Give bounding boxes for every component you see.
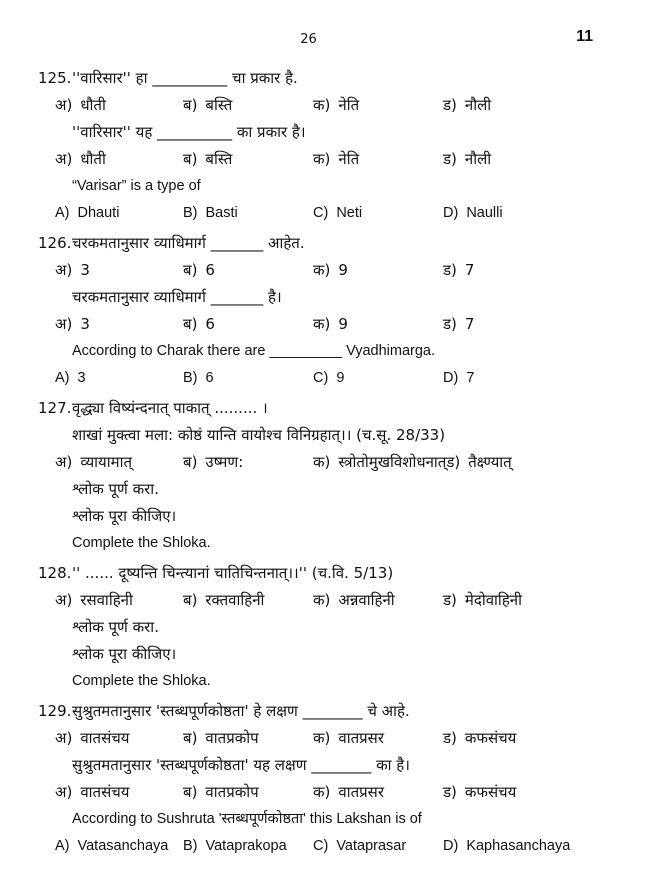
option-cell — [443, 587, 522, 614]
question-text-line — [38, 65, 641, 92]
option-cell — [183, 200, 313, 227]
question-text-line — [72, 668, 641, 695]
option-cell — [183, 833, 313, 860]
option-text: Vatasanchaya — [77, 838, 169, 854]
option-text: Vataprakopa — [205, 838, 287, 854]
line-text: चरकमतानुसार व्याधिमार्ग _______ है। — [72, 288, 282, 306]
option-cell — [443, 365, 474, 392]
option-label: D) — [443, 370, 459, 386]
option-cell — [55, 200, 183, 227]
option-label: क) — [313, 729, 331, 747]
option-text: Dhauti — [77, 205, 120, 221]
question-block — [38, 230, 641, 392]
paper-number: 11 — [576, 28, 593, 45]
option-cell — [183, 779, 313, 806]
option-label: B) — [183, 370, 198, 386]
option-text: वातसंचय — [80, 783, 130, 801]
option-label: ड) — [443, 591, 457, 609]
line-text: According to Sushruta 'स्तब्धपूर्णकोष्ठता' this Lakshan is of — [72, 811, 422, 827]
option-cell — [55, 587, 183, 614]
option-cell — [313, 200, 443, 227]
option-label: ब) — [183, 591, 198, 609]
line-text: श्लोक पूरा कीजिए। — [72, 645, 177, 663]
option-cell — [183, 725, 313, 752]
option-text: 3 — [80, 261, 90, 279]
option-label: अ) — [55, 315, 73, 333]
option-label: C) — [313, 370, 329, 386]
question-text-line — [38, 395, 641, 422]
line-text: Complete the Shloka. — [72, 535, 211, 551]
question-block — [38, 698, 641, 860]
option-row — [55, 200, 641, 227]
option-text: Kaphasanchaya — [466, 838, 571, 854]
option-text: कफसंचय — [464, 783, 517, 801]
option-cell — [183, 92, 313, 119]
question-text-line — [38, 230, 641, 257]
option-row — [55, 146, 641, 173]
line-text: ''वारिसार'' हा __________ चा प्रकार है. — [72, 69, 298, 87]
option-text: नेति — [338, 150, 360, 168]
option-text: नौली — [464, 96, 492, 114]
option-text: अन्नवाहिनी — [338, 591, 395, 609]
questions — [0, 54, 661, 860]
option-text: 6 — [205, 261, 215, 279]
question-text-line — [38, 698, 641, 725]
question-text-line — [72, 614, 641, 641]
option-cell — [55, 833, 183, 860]
option-text: Naulli — [466, 205, 503, 221]
line-text: चरकमतानुसार व्याधिमार्ग _______ आहेत. — [72, 234, 305, 252]
option-cell — [446, 449, 511, 476]
option-row — [55, 833, 641, 860]
option-label: ब) — [183, 453, 198, 471]
option-text: धौती — [80, 96, 106, 114]
option-row — [55, 311, 641, 338]
option-cell — [183, 587, 313, 614]
option-text: 3 — [77, 370, 86, 386]
option-cell — [443, 146, 491, 173]
option-text: 7 — [466, 370, 475, 386]
option-label: ब) — [183, 261, 198, 279]
option-label: A) — [55, 205, 70, 221]
line-text: श्लोक पूरा कीजिए। — [72, 507, 177, 525]
option-cell — [443, 725, 516, 752]
option-cell — [183, 146, 313, 173]
option-cell — [55, 365, 183, 392]
option-text: वातप्रकोप — [205, 783, 259, 801]
option-label: B) — [183, 205, 198, 221]
option-label: ड) — [443, 150, 457, 168]
option-text: मेदोवाहिनी — [464, 591, 522, 609]
option-label: क) — [313, 261, 331, 279]
option-text: Vataprasar — [336, 838, 407, 854]
option-cell — [313, 365, 443, 392]
question-text-line — [72, 284, 641, 311]
option-cell — [183, 365, 313, 392]
option-cell — [55, 311, 183, 338]
option-label: अ) — [55, 783, 73, 801]
option-label: D) — [443, 205, 459, 221]
line-text: शाखां मुक्त्वा मला: कोष्ठं यान्ति वायोश्च विनिग्रहात्।। (च.सू. 28/33) — [72, 426, 446, 444]
option-label: ब) — [183, 315, 198, 333]
option-label: ब) — [183, 150, 198, 168]
question-text-line — [72, 752, 641, 779]
option-label: अ) — [55, 453, 73, 471]
option-text: वातप्रसर — [338, 783, 384, 801]
option-cell — [55, 449, 183, 476]
option-text: Basti — [205, 205, 238, 221]
line-text: सुश्रुतमतानुसार 'स्तब्धपूर्णकोष्ठता' हे लक्षण ________ चे आहे. — [72, 702, 410, 720]
line-text: श्लोक पूर्ण करा. — [72, 480, 159, 498]
option-text: नौली — [464, 150, 492, 168]
option-label: ब) — [183, 729, 198, 747]
option-text: व्यायामात् — [80, 453, 133, 471]
option-cell — [313, 311, 443, 338]
option-text: 7 — [464, 315, 475, 333]
question-number: 127. — [38, 399, 72, 417]
option-label: C) — [313, 205, 329, 221]
line-text: श्लोक पूर्ण करा. — [72, 618, 159, 636]
option-cell — [313, 257, 443, 284]
question-text-line — [72, 641, 641, 668]
option-text: 7 — [464, 261, 475, 279]
option-cell — [443, 779, 516, 806]
option-label: क) — [313, 591, 331, 609]
question-text-line — [72, 530, 641, 557]
option-label: ड) — [443, 315, 457, 333]
question-block — [38, 65, 641, 227]
option-cell — [443, 833, 570, 860]
option-text: तैक्ष्ण्यात् — [468, 453, 512, 471]
option-cell — [313, 92, 443, 119]
option-cell — [55, 92, 183, 119]
question-text-line — [72, 422, 641, 449]
option-text: रसवाहिनी — [80, 591, 133, 609]
option-label: ड) — [446, 453, 461, 471]
line-text: वृद्ध्या विष्यंन्दनात् पाकात् ......... । — [72, 399, 268, 417]
option-text: स्त्रोतोमुखविशोधनात् — [338, 453, 447, 471]
option-cell — [183, 311, 313, 338]
option-row — [55, 587, 641, 614]
option-label: अ) — [55, 729, 73, 747]
option-label: क) — [313, 783, 331, 801]
option-text: रक्तवाहिनी — [205, 591, 265, 609]
option-text: वातप्रसर — [338, 729, 384, 747]
question-text-line — [72, 119, 641, 146]
option-label: अ) — [55, 96, 73, 114]
option-row — [55, 725, 641, 752]
option-label: ड) — [443, 783, 457, 801]
option-cell — [55, 146, 183, 173]
option-cell — [443, 200, 503, 227]
question-block — [38, 560, 641, 695]
question-number: 126. — [38, 234, 72, 252]
line-text: Complete the Shloka. — [72, 673, 211, 689]
option-cell — [55, 779, 183, 806]
option-cell — [313, 587, 443, 614]
option-label: क) — [313, 96, 331, 114]
option-cell — [55, 725, 183, 752]
question-text-line — [38, 560, 641, 587]
option-label: क) — [313, 315, 331, 333]
option-text: वातप्रकोप — [205, 729, 259, 747]
question-number: 125. — [38, 69, 72, 87]
option-label: D) — [443, 838, 459, 854]
question-text-line — [72, 338, 641, 365]
option-cell — [443, 311, 474, 338]
option-cell — [443, 92, 491, 119]
option-label: A) — [55, 838, 70, 854]
option-label: ड) — [443, 729, 457, 747]
page-header — [0, 0, 661, 54]
option-label: C) — [313, 838, 329, 854]
question-number: 129. — [38, 702, 72, 720]
option-cell — [183, 257, 313, 284]
line-text: According to Charak there are _________ Vyadhimarga. — [72, 343, 435, 359]
option-text: 9 — [336, 370, 345, 386]
page-number: 26 — [300, 32, 317, 47]
option-text: 6 — [205, 315, 215, 333]
option-text: Neti — [336, 205, 363, 221]
option-cell — [313, 146, 443, 173]
option-text: बस्ति — [205, 150, 233, 168]
option-label: क) — [313, 453, 331, 471]
option-text: नेति — [338, 96, 360, 114]
option-cell — [313, 779, 443, 806]
option-row — [55, 779, 641, 806]
question-text-line — [72, 476, 641, 503]
option-label: क) — [313, 150, 331, 168]
question-text-line — [72, 173, 641, 200]
option-text: वातसंचय — [80, 729, 130, 747]
option-label: A) — [55, 370, 70, 386]
question-text-line — [72, 503, 641, 530]
option-text: कफसंचय — [464, 729, 517, 747]
option-cell — [313, 833, 443, 860]
option-text: 3 — [80, 315, 90, 333]
option-label: ब) — [183, 96, 198, 114]
option-row — [55, 365, 641, 392]
option-label: B) — [183, 838, 198, 854]
question-text-line — [72, 806, 641, 833]
question-number: 128. — [38, 564, 72, 582]
option-cell — [313, 449, 446, 476]
line-text: '' ...... दूष्यन्ति चिन्त्यानां चातिचिन्तनात्।।'' (च.वि. 5/13) — [72, 564, 394, 582]
line-text: “Varisar” is a type of — [72, 178, 201, 194]
line-text: ''वारिसार'' यह __________ का प्रकार है। — [72, 123, 306, 141]
option-text: 9 — [338, 261, 348, 279]
option-cell — [443, 257, 474, 284]
option-label: ब) — [183, 783, 198, 801]
option-cell — [313, 725, 443, 752]
option-cell — [55, 257, 183, 284]
option-text: बस्ति — [205, 96, 233, 114]
option-label: ड) — [443, 261, 457, 279]
option-row — [55, 92, 641, 119]
line-text: सुश्रुतमतानुसार 'स्तब्धपूर्णकोष्ठता' यह लक्षण ________ का है। — [72, 756, 410, 774]
option-text: 9 — [338, 315, 348, 333]
option-row — [55, 257, 641, 284]
option-text: 6 — [205, 370, 214, 386]
option-row — [55, 449, 641, 476]
option-label: अ) — [55, 261, 73, 279]
option-text: धौती — [80, 150, 106, 168]
option-label: ड) — [443, 96, 457, 114]
option-cell — [183, 449, 313, 476]
question-block — [38, 395, 641, 557]
option-text: उष्मण: — [205, 453, 244, 471]
option-label: अ) — [55, 150, 73, 168]
option-label: अ) — [55, 591, 73, 609]
